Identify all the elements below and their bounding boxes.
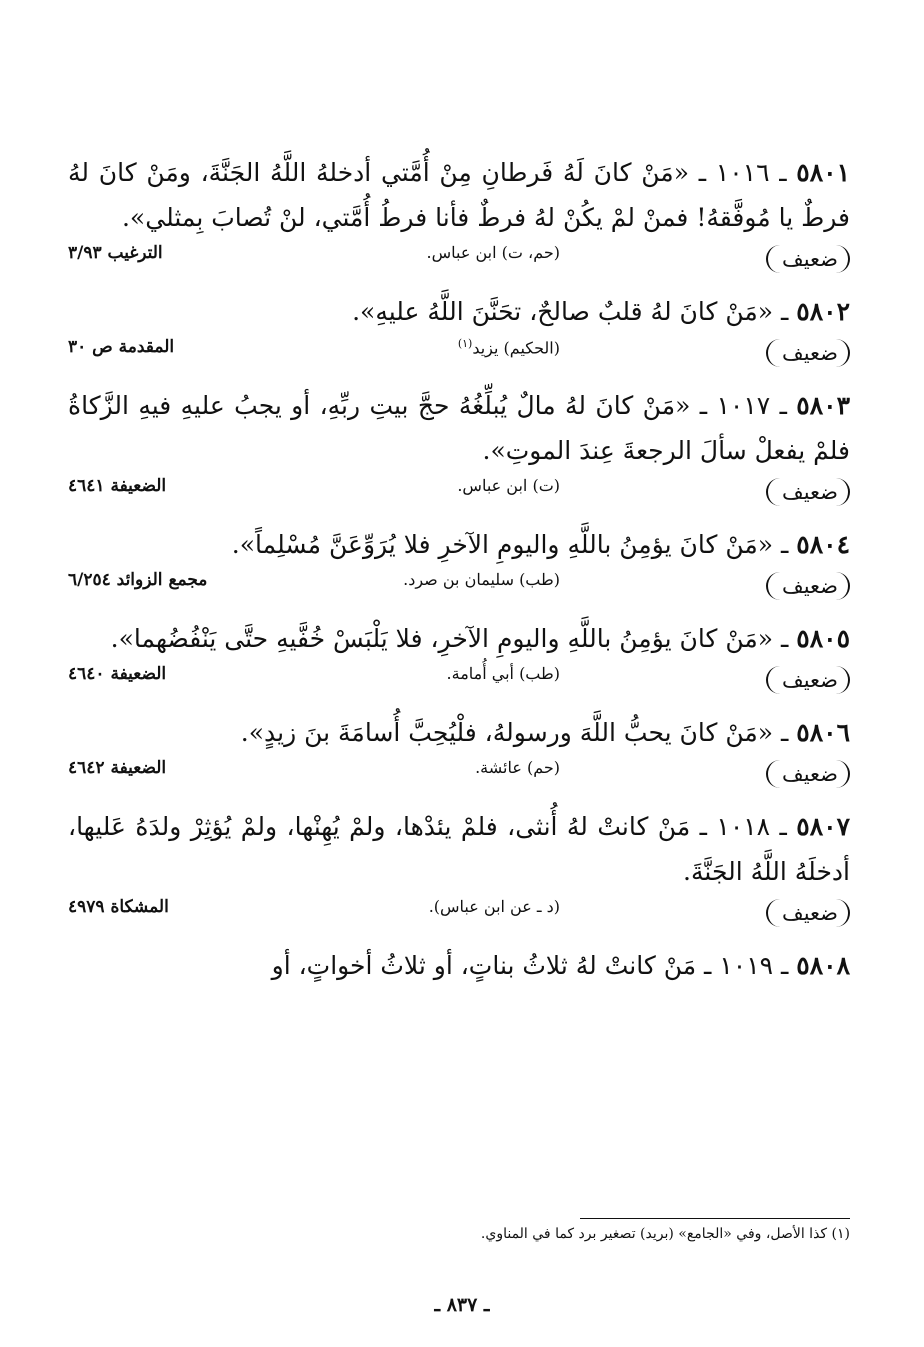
hadith-entry xyxy=(68,522,850,567)
hadith-meta xyxy=(68,570,850,610)
hadith-entry xyxy=(68,943,850,988)
page-number: ـ ٨٣٧ ـ xyxy=(434,1294,490,1316)
hadith-number: ٥٨٠٦ xyxy=(796,718,850,747)
grade-label: ضعيف xyxy=(766,666,850,694)
hadith-entry xyxy=(68,616,850,661)
hadith-entry xyxy=(68,289,850,334)
source-citation: (ت) ابن عباس. xyxy=(457,476,560,495)
hadith-text: ـ ١٠١٨ ـ مَنْ كانتْ لهُ أُنثى، فلمْ يئدْها، ولمْ يُهِنْها، ولمْ يُؤثِرْ ولدَهُ عَليها، أدخلَهُ اللَّهُ الجَنَّةَ. xyxy=(68,812,850,886)
footnote-marker: (١) xyxy=(457,337,473,350)
hadith-number: ٥٨٠٥ xyxy=(796,624,850,653)
source-citation: (حم، ت) ابن عباس. xyxy=(426,243,560,262)
hadith-number: ٥٨٠٣ xyxy=(796,391,851,420)
hadith-text: ـ «مَنْ كانَ يؤمِنُ باللَّهِ واليومِ الآخرِ فلا يُرَوِّعَنَّ مُسْلِماً». xyxy=(231,530,797,559)
reference: الضعيفة ٤٦٤٠ xyxy=(68,664,167,684)
footnote: (١) كذا الأصل، وفي «الجامع» (بريد) تصغير برد كما في المناوي. xyxy=(480,1226,850,1242)
hadith-text: ـ ١٠١٩ ـ مَنْ كانتْ لهُ ثلاثُ بناتٍ، أو ثلاثُ أخواتٍ، أو xyxy=(271,951,797,980)
hadith-number: ٥٨٠٤ xyxy=(796,530,850,559)
source-citation: (حم) عائشة. xyxy=(475,758,560,777)
grade-label: ضعيف xyxy=(766,245,850,273)
source-citation: (د ـ عن ابن عباس). xyxy=(428,897,560,916)
hadith-text: ـ ١٠١٧ ـ «مَنْ كانَ لهُ مالٌ يُبلِّغُهُ حجَّ بيتِ ربِّهِ، أو يجبُ عليهِ فيهِ الزَّكاةُ فلمْ يفعلْ سألَ الرجعةَ عِندَ الموتِ». xyxy=(68,391,850,465)
hadith-number: ٥٨٠٧ xyxy=(796,812,851,841)
reference: المقدمة ص ٣٠ xyxy=(68,337,175,357)
grade-label: ضعيف xyxy=(766,760,850,788)
hadith-meta xyxy=(68,476,850,516)
grade-label: ضعيف xyxy=(766,478,850,506)
hadith-number: ٥٨٠٢ xyxy=(796,297,850,326)
hadith-text: ـ ١٠١٦ ـ «مَنْ كانَ لَهُ فَرطانِ مِنْ أُمَّتي أدخلهُ اللَّهُ الجَنَّةَ، ومَنْ كانَ لهُ فرطٌ يا مُوفَّقهُ! فمنْ لمْ يكُنْ لهُ فرطٌ فأنا فرطُ أُمَّتي، لنْ تُصابَ بِمثلي». xyxy=(68,158,850,232)
hadith-entry xyxy=(68,710,850,755)
hadith-meta xyxy=(68,243,850,283)
reference: الترغيب ٣/٩٣ xyxy=(68,243,163,263)
hadith-text: ـ «مَنْ كانَ يحبُّ اللَّهَ ورسولهُ، فلْيُحِبَّ أُسامَةَ بنَ زيدٍ». xyxy=(240,718,797,747)
source-citation: (طب) أبي أُمامة. xyxy=(446,664,560,683)
hadith-meta xyxy=(68,664,850,704)
hadith-meta xyxy=(68,897,850,937)
hadith-text: ـ «مَنْ كانَ يؤمِنُ باللَّهِ واليومِ الآخرِ، فلا يَلْبَسْ خُفَّيهِ حتَّى يَنْفُضُهما». xyxy=(110,624,797,653)
footnote-divider xyxy=(580,1218,850,1219)
reference: المشكاة ٤٩٧٩ xyxy=(68,897,169,917)
hadith-entry xyxy=(68,804,850,894)
grade-label: ضعيف xyxy=(766,899,850,927)
hadith-entry xyxy=(68,383,850,473)
hadith-meta xyxy=(68,337,850,377)
source-text: (الحكيم) يزيد xyxy=(472,338,560,358)
reference: مجمع الزوائد ٦/٢٥٤ xyxy=(68,570,208,590)
grade-label: ضعيف xyxy=(766,572,850,600)
grade-label: ضعيف xyxy=(766,339,850,367)
source-citation: (طب) سليمان بن صرد. xyxy=(403,570,560,589)
hadith-number: ٥٨٠٨ xyxy=(796,951,850,980)
hadith-entry xyxy=(68,150,850,240)
reference: الضعيفة ٤٦٤١ xyxy=(68,476,167,496)
hadith-text: ـ «مَنْ كانَ لهُ قلبٌ صالحٌ، تحَنَّنَ اللَّهُ عليهِ». xyxy=(352,297,797,326)
hadith-number: ٥٨٠١ xyxy=(796,158,851,187)
source-citation xyxy=(458,337,560,357)
reference: الضعيفة ٤٦٤٢ xyxy=(68,758,167,778)
hadith-meta xyxy=(68,758,850,798)
hadith-list xyxy=(68,150,850,991)
